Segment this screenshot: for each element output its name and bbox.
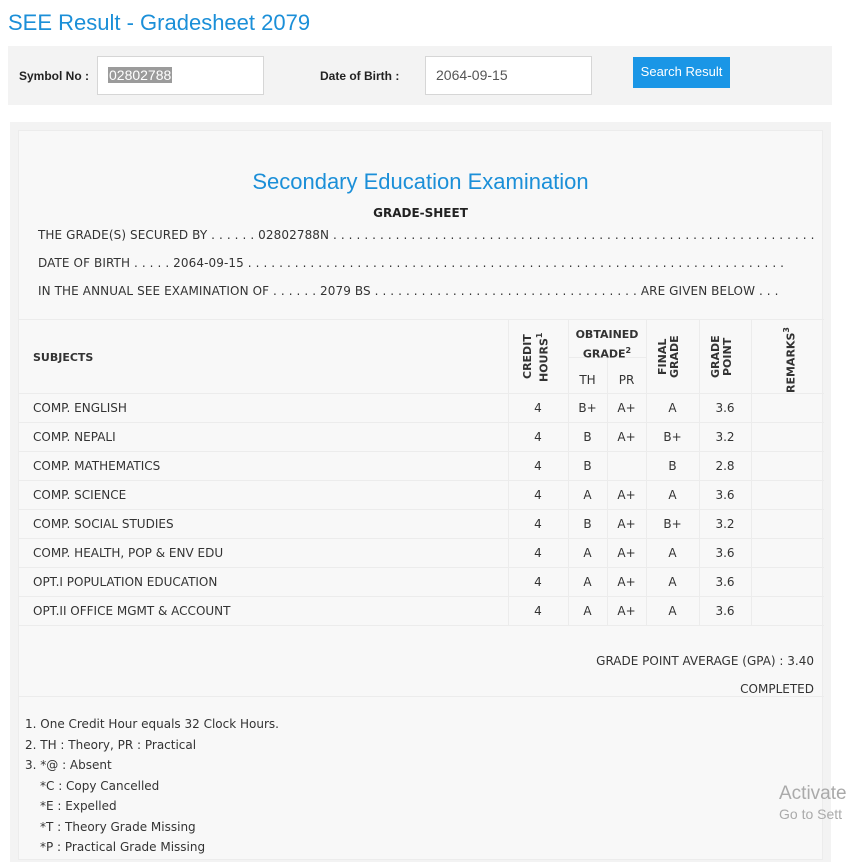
cell-gp: 3.6 [715,575,735,589]
obtained-grade-header [568,327,646,363]
table-divider [19,393,824,394]
cell-th: A [583,575,592,589]
symbol-input[interactable] [97,56,264,95]
cell-pr: A+ [617,546,636,560]
table-divider [19,451,824,452]
cell-final: B+ [663,430,682,444]
table-divider [19,509,824,510]
gradesheet-panel [10,122,831,862]
remarks-text: REMARKS [784,332,798,393]
table-divider [19,319,824,320]
cell-credit: 4 [534,430,542,444]
subject-name: OPT.II OFFICE MGMT & ACCOUNT [33,604,231,618]
credit-hours-sup: 1 [535,332,544,338]
grade-secured-by-line: THE GRADE(S) SECURED BY . . . . . . 02802788N . . . . . . . . . . . . . . . . . . . . . . . . . . . . . . . . . . . . . . . . . . . . . . . . . . . . . . . . . . . . . . [38,228,815,242]
credit-hours-text: CREDIT HOURS [521,334,551,382]
cell-final: A [668,488,677,502]
cell-pr: A+ [617,575,636,589]
subject-name: COMP. ENGLISH [33,401,127,415]
note-item: *T : Theory Grade Missing [40,819,196,834]
cell-pr: A+ [617,604,636,618]
completion-status: COMPLETED [740,682,814,696]
cell-credit: 4 [534,546,542,560]
final-grade-header: FINAL GRADE [656,335,681,379]
notes-list [25,714,279,858]
date-of-birth-line: DATE OF BIRTH . . . . . 2064-09-15 . . . . . . . . . . . . . . . . . . . . . . . . . . . . . . . . . . . . . . . . . . . . . . . . . . . . . . . . . . . . . . . . . . . . . [38,256,785,270]
cell-pr: A+ [617,517,636,531]
cell-gp: 3.2 [715,430,735,444]
cell-pr: A+ [617,430,636,444]
activate-windows-watermark [779,783,847,822]
cell-gp: 3.6 [715,488,735,502]
cell-th: B [583,430,592,444]
remarks-header [781,327,798,393]
subjects-header: SUBJECTS [33,351,94,364]
page-title: SEE Result - Gradesheet 2079 [8,10,311,35]
dob-label: Date of Birth : [320,69,400,83]
cell-gp: 3.2 [715,517,735,531]
cell-th: B [583,517,592,531]
table-divider [19,480,824,481]
note-item: *P : Practical Grade Missing [40,840,206,854]
cell-th: B+ [578,401,597,415]
note-item: *E : Expelled [40,799,117,813]
cell-th: B [583,459,592,473]
th-header: TH [579,373,596,387]
cell-final: A [668,546,677,560]
credit-hours-header [522,326,552,388]
cell-pr: A+ [617,488,636,502]
watermark-line-1: Activate [779,783,847,804]
subject-name: COMP. NEPALI [33,430,116,444]
cell-gp: 3.6 [715,546,735,560]
obtained-grade-text: OBTAINED GRADE [575,328,639,361]
note-item: 3. *@ : Absent [25,758,112,772]
table-divider [19,625,824,626]
cell-final: A [668,604,677,618]
table-divider [19,567,824,568]
subject-name: OPT.I POPULATION EDUCATION [33,575,218,589]
symbol-label: Symbol No : [19,69,90,83]
gradesheet-heading: GRADE-SHEET [373,206,468,220]
table-divider [19,422,824,423]
cell-gp: 3.6 [715,401,735,415]
examination-line: IN THE ANNUAL SEE EXAMINATION OF . . . . . . 2079 BS . . . . . . . . . . . . . . . . . . . . . . . . . . . . . . . . . . ARE GIVEN BELOW . . . [38,284,779,298]
watermark-line-2: Go to Sett [779,806,843,822]
cell-gp: 3.6 [715,604,735,618]
note-item: *C : Copy Cancelled [40,778,160,793]
dob-input[interactable] [425,56,592,95]
dob-value: 2064-09-15 [436,67,508,83]
subject-name: COMP. HEALTH, POP & ENV EDU [33,546,224,560]
cell-credit: 4 [534,459,542,473]
exam-title: Secondary Education Examination [252,169,589,194]
table-divider [19,596,824,597]
gpa-text: GRADE POINT AVERAGE (GPA) : 3.40 [596,654,814,668]
cell-final: B [668,459,677,473]
cell-credit: 4 [534,575,542,589]
subject-name: COMP. SCIENCE [33,488,127,502]
cell-gp: 2.8 [715,459,735,473]
cell-credit: 4 [534,604,542,618]
subject-name: COMP. MATHEMATICS [33,459,161,473]
note-item: 2. TH : Theory, PR : Practical [25,737,197,752]
cell-credit: 4 [534,517,542,531]
pr-header: PR [618,373,635,387]
symbol-value: 02802788 [109,67,172,83]
subject-name: COMP. SOCIAL STUDIES [33,517,174,531]
cell-pr: A+ [617,401,636,415]
cell-final: A [668,401,677,415]
remarks-sup: 3 [782,327,791,333]
cell-th: A [583,604,592,618]
grade-point-header: GRADE POINT [709,335,734,379]
search-form [8,46,832,105]
gradesheet [18,130,823,860]
obtained-grade-sup: 2 [625,346,632,355]
cell-th: A [583,488,592,502]
cell-final: A [668,575,677,589]
table-divider [751,319,752,625]
note-item: 1. One Credit Hour equals 32 Clock Hours. [25,717,279,731]
table-divider [19,696,824,697]
cell-credit: 4 [534,488,542,502]
cell-credit: 4 [534,401,542,415]
table-divider [19,538,824,539]
search-result-button[interactable]: Search Result [633,57,730,88]
cell-final: B+ [663,517,682,531]
cell-th: A [583,546,592,560]
